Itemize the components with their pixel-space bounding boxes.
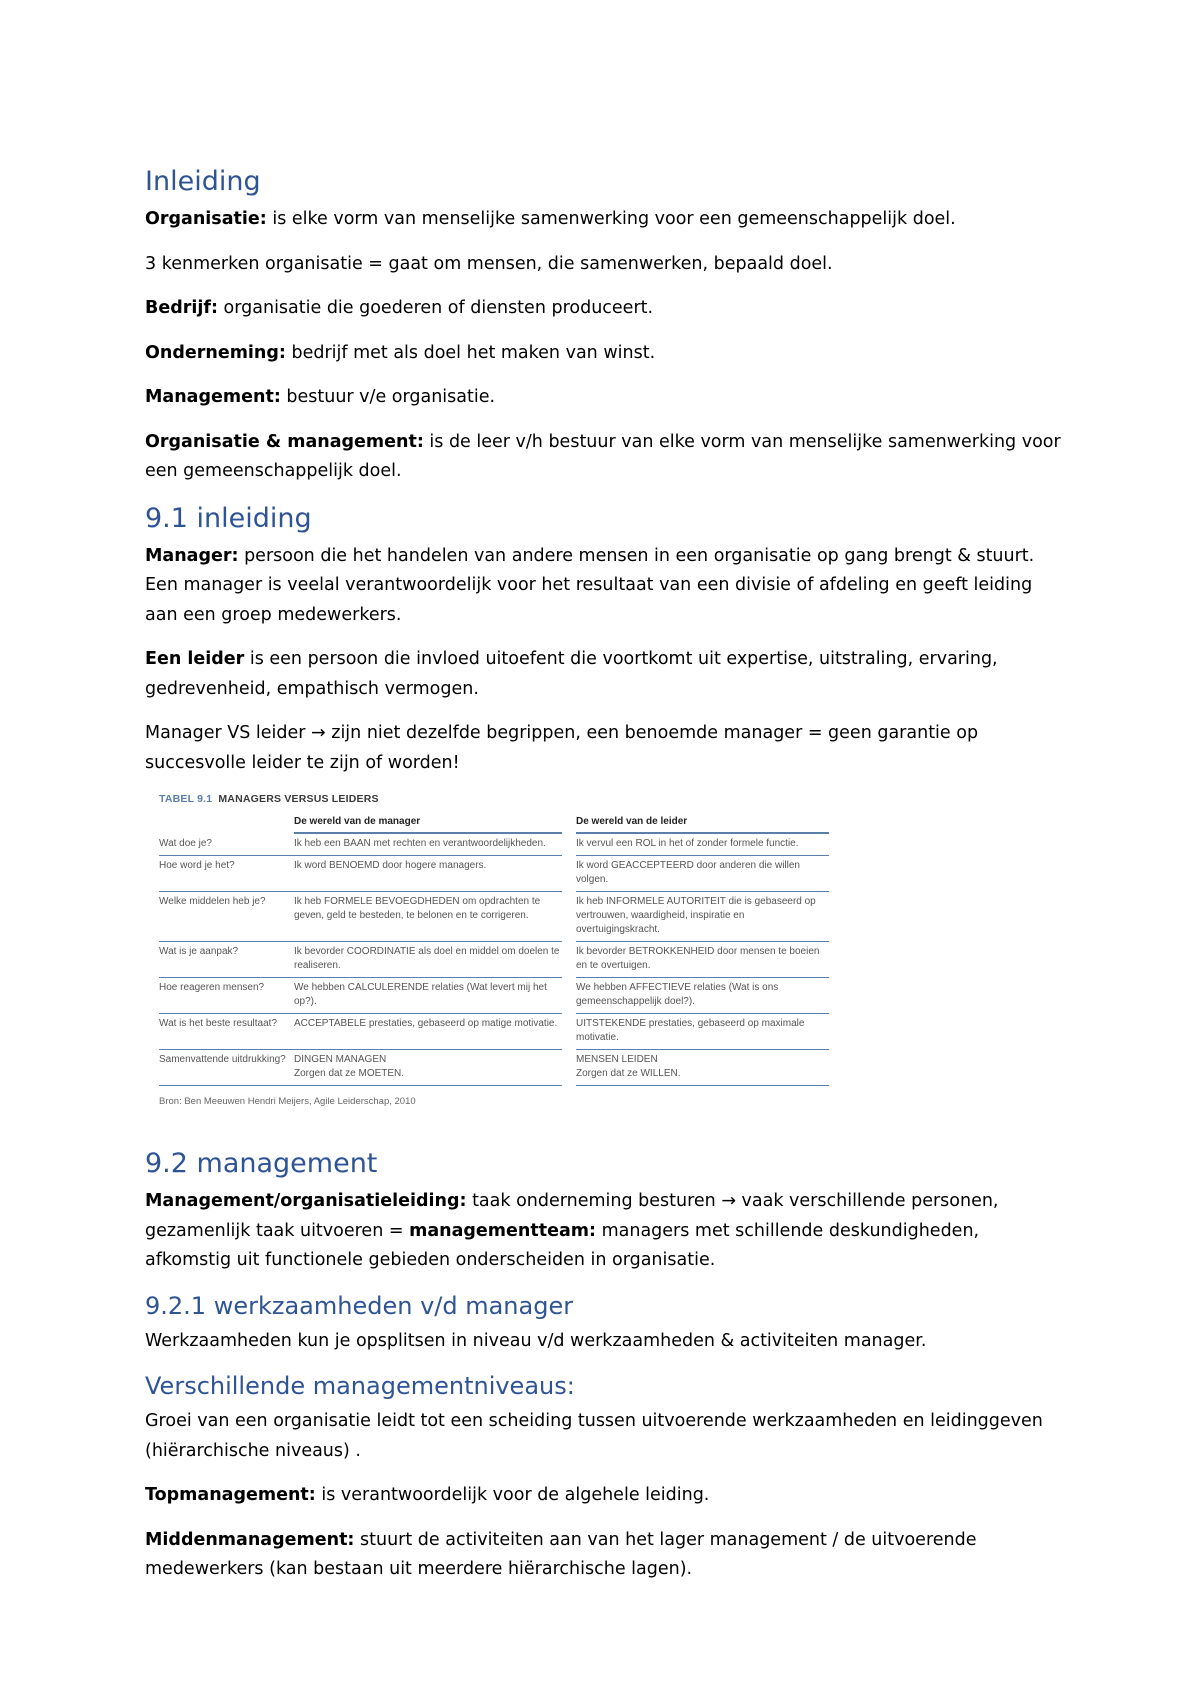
table-header-gap bbox=[562, 813, 576, 834]
table-header-leider: De wereld van de leider bbox=[576, 813, 829, 834]
paragraph-manager-vs-leider: Manager VS leider → zijn niet dezelfde begrippen, een benoemde manager = geen garantie op succesvolle leider te zijn of worden! bbox=[145, 723, 979, 773]
table-source: Bron: Ben Meeuwen Hendri Meijers, Agile Leiderschap, 2010 bbox=[159, 1096, 416, 1107]
table-cell-gap bbox=[562, 856, 576, 892]
table-cell-manager: Ik word BENOEMD door hogere managers. bbox=[294, 856, 562, 892]
table-cell-manager: Ik heb een BAAN met rechten en verantwoordelijkheden. bbox=[294, 834, 562, 856]
table-cell-question: Samenvattende uitdrukking? bbox=[159, 1050, 294, 1086]
paragraph-werkzaamheden: Werkzaamheden kun je opsplitsen in niveau v/d werkzaamheden & activiteiten manager. bbox=[145, 1330, 927, 1351]
term-topmanagement: Topmanagement: bbox=[145, 1485, 316, 1505]
paragraph-management: Management: bestuur v/e organisatie. bbox=[145, 387, 496, 407]
paragraph-manager: Manager: persoon die het handelen van andere mensen in een organisatie op gang brengt & stuurt. Een manager is veelal verantwoordelijk voor het resultaat van een divisie of afdeling en geeft leiding aan een groep medewerkers. bbox=[145, 545, 1035, 625]
term-organisatieleiding: Management/organisatieleiding: bbox=[145, 1191, 467, 1211]
paragraph-groei: Groei van een organisatie leidt tot een scheiding tussen uitvoerende werkzaamheden en leidinggeven (hiërarchische niveaus) . bbox=[145, 1411, 1043, 1461]
paragraph-organisatie: Organisatie: is elke vorm van menselijke samenwerking voor een gemeenschappelijk doel. bbox=[145, 209, 956, 229]
paragraph-org-management: Organisatie & management: is de leer v/h bestuur van elke vorm van menselijke samenwerking voor een gemeenschappelijk doel. bbox=[145, 431, 1061, 481]
managers-versus-leiders-table-image bbox=[159, 793, 829, 1107]
term-leider: Een leider bbox=[145, 649, 245, 669]
table-title: TABEL 9.1 MANAGERS VERSUS LEIDERS bbox=[159, 793, 379, 805]
paragraph-middenmanagement: Middenmanagement: stuurt de activiteiten aan van het lager management / de uitvoerende medewerkers (kan bestaan uit meerdere hiërarchische lagen). bbox=[145, 1529, 977, 1579]
table-cell-question: Wat is je aanpak? bbox=[159, 942, 294, 978]
paragraph-leider: Een leider is een persoon die invloed uitoefent die voortkomt uit expertise, uitstraling, ervaring, gedrevenheid, empathisch vermogen. bbox=[145, 649, 998, 699]
term-manager: Manager: bbox=[145, 545, 239, 566]
paragraph-bedrijf: Bedrijf: organisatie die goederen of diensten produceert. bbox=[145, 298, 654, 318]
heading-inleiding: Inleiding bbox=[145, 166, 261, 197]
table-cell-gap bbox=[562, 978, 576, 1014]
table-cell-leider: Ik bevorder BETROKKENHEID door mensen te boeien en te overtuigen. bbox=[576, 942, 829, 978]
table-cell-question: Wat is het beste resultaat? bbox=[159, 1014, 294, 1050]
table-cell-manager: Ik heb FORMELE BEVOEGDHEDEN om opdrachten te geven, geld te besteden, te belonen en te corrigeren. bbox=[294, 892, 562, 942]
table-cell-gap bbox=[562, 942, 576, 978]
paragraph-kenmerken: 3 kenmerken organisatie = gaat om mensen, die samenwerken, bepaald doel. bbox=[145, 253, 833, 274]
table-cell-leider: We hebben AFFECTIEVE relaties (Wat is ons gemeenschappelijk doel?). bbox=[576, 978, 829, 1014]
table-cell-manager: ACCEPTABELE prestaties, gebaseerd op matige motivatie. bbox=[294, 1014, 562, 1050]
heading-9-2: 9.2 management bbox=[145, 1148, 378, 1179]
table-cell-question: Wat doe je? bbox=[159, 834, 294, 856]
table-cell-question: Hoe reageren mensen? bbox=[159, 978, 294, 1014]
heading-managementniveaus: Verschillende managementniveaus: bbox=[145, 1372, 575, 1400]
table-cell-leider: UITSTEKENDE prestaties, gebaseerd op maximale motivatie. bbox=[576, 1014, 829, 1050]
table-cell-gap bbox=[562, 1050, 576, 1086]
table-header-manager: De wereld van de manager bbox=[294, 813, 562, 834]
paragraph-managementteam: Management/organisatieleiding: taak onderneming besturen → vaak verschillende personen, gezamenlijk taak uitvoeren = managementteam: managers met schillende deskundigheden, afkomstig uit functionele gebieden onderscheiden in organisatie. bbox=[145, 1191, 999, 1270]
table-grid bbox=[159, 813, 829, 1086]
table-cell-question: Welke middelen heb je? bbox=[159, 892, 294, 942]
table-cell-manager: DINGEN MANAGEN Zorgen dat ze MOETEN. bbox=[294, 1050, 562, 1086]
term-organisatie: Organisatie: bbox=[145, 209, 267, 229]
paragraph-topmanagement: Topmanagement: is verantwoordelijk voor de algehele leiding. bbox=[145, 1485, 710, 1505]
term-onderneming: Onderneming: bbox=[145, 342, 286, 363]
term-bedrijf: Bedrijf: bbox=[145, 298, 218, 318]
table-tag: TABEL 9.1 bbox=[159, 793, 213, 805]
term-managementteam: managementteam: bbox=[409, 1220, 597, 1241]
term-middenmanagement: Middenmanagement: bbox=[145, 1529, 355, 1550]
table-header-empty bbox=[159, 813, 294, 834]
table-cell-leider: MENSEN LEIDEN Zorgen dat ze WILLEN. bbox=[576, 1050, 829, 1086]
table-cell-manager: Ik bevorder COORDINATIE als doel en middel om doelen te realiseren. bbox=[294, 942, 562, 978]
table-cell-gap bbox=[562, 834, 576, 856]
document-content bbox=[145, 165, 1065, 1600]
table-cell-gap bbox=[562, 1014, 576, 1050]
table-cell-leider: Ik vervul een ROL in het of zonder formele functie. bbox=[576, 834, 829, 856]
table-cell-question: Hoe word je het? bbox=[159, 856, 294, 892]
term-org-management: Organisatie & management: bbox=[145, 431, 424, 452]
table-cell-leider: Ik word GEACCEPTEERD door anderen die willen volgen. bbox=[576, 856, 829, 892]
table-cell-manager: We hebben CALCULERENDE relaties (Wat levert mij het op?). bbox=[294, 978, 562, 1014]
paragraph-onderneming: Onderneming: bedrijf met als doel het maken van winst. bbox=[145, 342, 656, 363]
table-cell-gap bbox=[562, 892, 576, 942]
table-cell-leider: Ik heb INFORMELE AUTORITEIT die is gebaseerd op vertrouwen, waardigheid, inspiratie en overtuigingskracht. bbox=[576, 892, 829, 942]
heading-9-2-1: 9.2.1 werkzaamheden v/d manager bbox=[145, 1291, 574, 1320]
term-management: Management: bbox=[145, 387, 281, 407]
heading-9-1: 9.1 inleiding bbox=[145, 502, 312, 534]
